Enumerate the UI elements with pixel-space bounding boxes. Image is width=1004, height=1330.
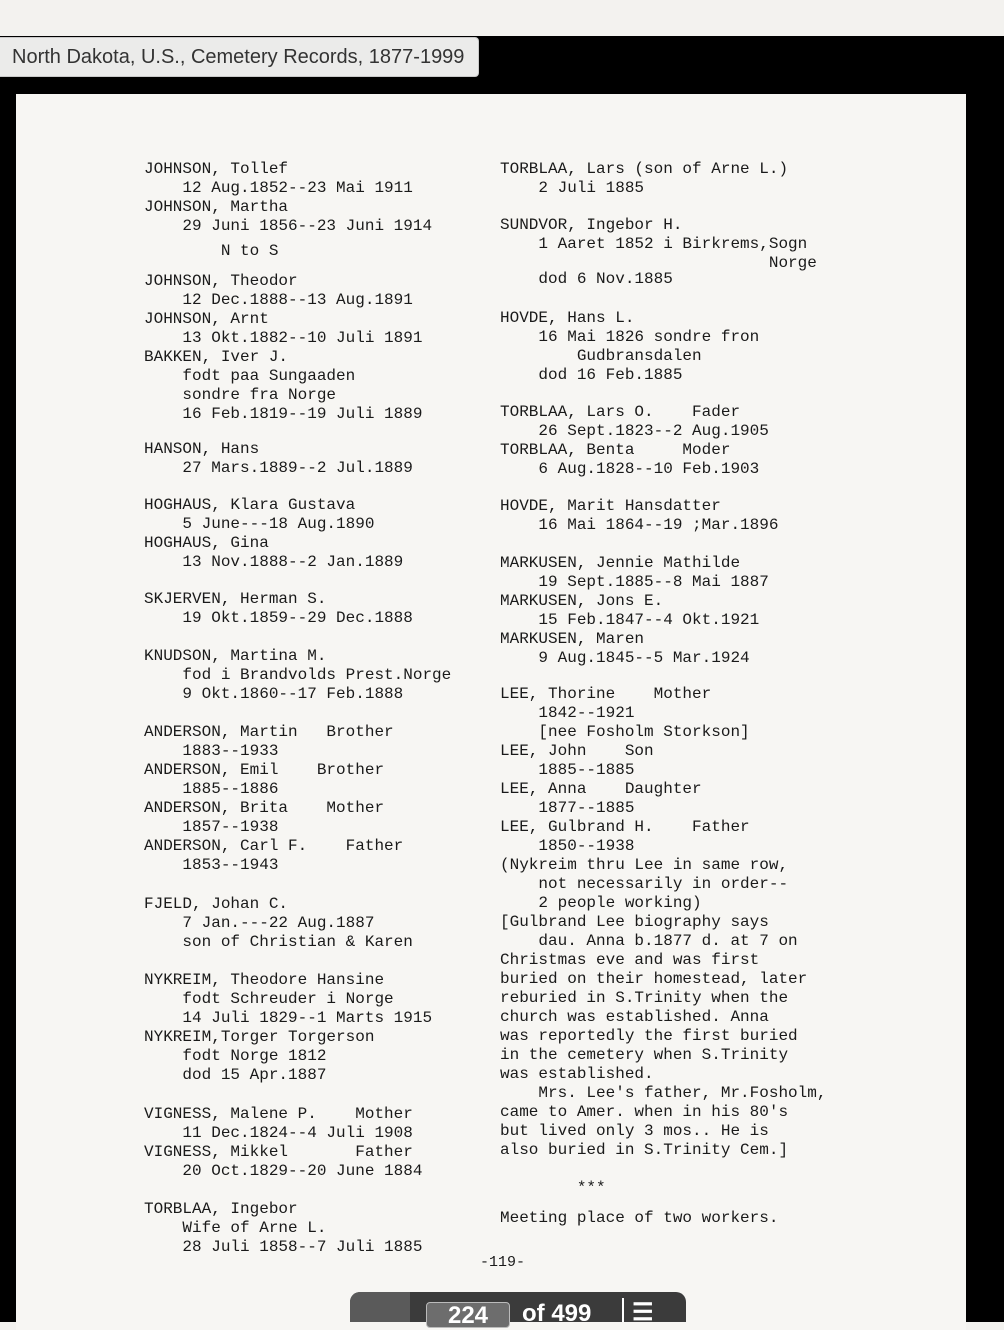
- left-column-line: 27 Mars.1889--2 Jul.1889: [144, 459, 413, 477]
- right-column-line: but lived only 3 mos.. He is: [500, 1122, 769, 1140]
- left-column-line: 12 Dec.1888--13 Aug.1891: [144, 291, 413, 309]
- left-column-line: Wife of Arne L.: [144, 1219, 327, 1237]
- pager-divider: [622, 1298, 624, 1322]
- page-navigator: [350, 1292, 686, 1329]
- right-column-line: 15 Feb.1847--4 Okt.1921: [500, 611, 760, 629]
- right-column-line: TORBLAA, Lars (son of Arne L.): [500, 160, 789, 178]
- right-column-line: TORBLAA, Lars O. Fader: [500, 403, 741, 421]
- right-column-line: Norge: [500, 254, 817, 272]
- page-number-input[interactable]: 224: [426, 1302, 510, 1328]
- right-column-line: reburied in S.Trinity when the: [500, 989, 789, 1007]
- left-column-line: 16 Feb.1819--19 Juli 1889: [144, 405, 423, 423]
- collection-title: North Dakota, U.S., Cemetery Records, 1877-1999: [0, 37, 479, 77]
- thumbnails-menu-icon[interactable]: ☰: [632, 1299, 654, 1326]
- right-column-line: dod 6 Nov.1885: [500, 270, 673, 288]
- left-column-line: 1885--1886: [144, 780, 279, 798]
- right-column-line: 1850--1938: [500, 837, 635, 855]
- right-column-line: LEE, Thorine Mother: [500, 685, 712, 703]
- left-column-line: 29 Juni 1856--23 Juni 1914: [144, 217, 433, 235]
- document-scan: [16, 94, 966, 1330]
- left-column-line: dod 15 Apr.1887: [144, 1066, 327, 1084]
- right-column-line: MARKUSEN, Jons E.: [500, 592, 664, 610]
- left-column-line: JOHNSON, Martha: [144, 198, 289, 216]
- right-column-line: 9 Aug.1845--5 Mar.1924: [500, 649, 750, 667]
- right-column-line: buried on their homestead, later: [500, 970, 808, 988]
- left-column-line: HOGHAUS, Gina: [144, 534, 269, 552]
- left-column-line: JOHNSON, Arnt: [144, 310, 269, 328]
- right-column-line: LEE, John Son: [500, 742, 654, 760]
- left-column-line: ANDERSON, Carl F. Father: [144, 837, 404, 855]
- left-column-line: ANDERSON, Brita Mother: [144, 799, 385, 817]
- right-column-line: 2 Juli 1885: [500, 179, 645, 197]
- right-column-line: TORBLAA, Benta Moder: [500, 441, 731, 459]
- left-column-line: N to S: [144, 242, 279, 260]
- left-column-line: 5 June---18 Aug.1890: [144, 515, 375, 533]
- left-column-line: VIGNESS, Mikkel Father: [144, 1143, 413, 1161]
- right-column-line: Mrs. Lee's father, Mr.Fosholm,: [500, 1084, 827, 1102]
- right-column-line: Christmas eve and was first: [500, 951, 760, 969]
- right-column-line: came to Amer. when in his 80's: [500, 1103, 789, 1121]
- right-column-line: LEE, Anna Daughter: [500, 780, 702, 798]
- left-column-line: 28 Juli 1858--7 Juli 1885: [144, 1238, 423, 1256]
- left-column-line: KNUDSON, Martina M.: [144, 647, 327, 665]
- left-column-line: 19 Okt.1859--29 Dec.1888: [144, 609, 413, 627]
- left-column-line: 9 Okt.1860--17 Feb.1888: [144, 685, 404, 703]
- right-column-line: 1 Aaret 1852 i Birkrems,Sogn: [500, 235, 808, 253]
- left-column-line: BAKKEN, Iver J.: [144, 348, 289, 366]
- left-column-line: VIGNESS, Malene P. Mother: [144, 1105, 413, 1123]
- right-column-line: [nee Fosholm Storkson]: [500, 723, 750, 741]
- right-column-line: not necessarily in order--: [500, 875, 789, 893]
- right-column-line: 26 Sept.1823--2 Aug.1905: [500, 422, 769, 440]
- left-column-line: 14 Juli 1829--1 Marts 1915: [144, 1009, 433, 1027]
- left-column-line: ANDERSON, Martin Brother: [144, 723, 394, 741]
- left-column-line: fod i Brandvolds Prest.Norge: [144, 666, 452, 684]
- right-column-line: dod 16 Feb.1885: [500, 366, 683, 384]
- left-column-line: fodt Schreuder i Norge: [144, 990, 394, 1008]
- left-column-line: TORBLAA, Ingebor: [144, 1200, 298, 1218]
- left-column-line: FJELD, Johan C.: [144, 895, 289, 913]
- right-column-line: SUNDVOR, Ingebor H.: [500, 216, 683, 234]
- page-total-label: of 499: [522, 1300, 592, 1327]
- left-column-line: 1883--1933: [144, 742, 279, 760]
- left-column-line: HANSON, Hans: [144, 440, 260, 458]
- right-column-line: Meeting place of two workers.: [500, 1209, 779, 1227]
- right-column-line: 2 people working): [500, 894, 702, 912]
- left-column-line: fodt Norge 1812: [144, 1047, 327, 1065]
- right-column-line: was reportedly the first buried: [500, 1027, 798, 1045]
- left-column-line: 13 Okt.1882--10 Juli 1891: [144, 329, 423, 347]
- page-number: -119-: [480, 1254, 526, 1271]
- left-column-line: fodt paa Sungaaden: [144, 367, 356, 385]
- left-column-line: 13 Nov.1888--2 Jan.1889: [144, 553, 404, 571]
- pager-prev-area[interactable]: [350, 1292, 410, 1322]
- left-column-line: NYKREIM,Torger Torgerson: [144, 1028, 375, 1046]
- left-column-line: JOHNSON, Tollef: [144, 160, 289, 178]
- right-column-line: 1842--1921: [500, 704, 635, 722]
- left-column-line: NYKREIM, Theodore Hansine: [144, 971, 385, 989]
- right-column-line: church was established. Anna: [500, 1008, 769, 1026]
- left-column-line: 12 Aug.1852--23 Mai 1911: [144, 179, 413, 197]
- right-column-line: also buried in S.Trinity Cem.]: [500, 1141, 789, 1159]
- left-column-line: sondre fra Norge: [144, 386, 337, 404]
- left-column-line: 1857--1938: [144, 818, 279, 836]
- image-viewer[interactable]: [0, 36, 1004, 1322]
- right-column-line: 1877--1885: [500, 799, 635, 817]
- left-column-line: son of Christian & Karen: [144, 933, 413, 951]
- left-column-line: 1853--1943: [144, 856, 279, 874]
- right-column-line: MARKUSEN, Maren: [500, 630, 645, 648]
- right-column-line: HOVDE, Marit Hansdatter: [500, 497, 721, 515]
- left-column-line: 7 Jan.---22 Aug.1887: [144, 914, 375, 932]
- left-column-line: SKJERVEN, Herman S.: [144, 590, 327, 608]
- right-column-line: was established.: [500, 1065, 654, 1083]
- right-column-line: HOVDE, Hans L.: [500, 309, 635, 327]
- right-column-line: 16 Mai 1864--19 ;Mar.1896: [500, 516, 779, 534]
- right-column-line: 1885--1885: [500, 761, 635, 779]
- right-column-line: (Nykreim thru Lee in same row,: [500, 856, 789, 874]
- left-column-line: JOHNSON, Theodor: [144, 272, 298, 290]
- right-column-line: 16 Mai 1826 sondre fron: [500, 328, 760, 346]
- left-column-line: HOGHAUS, Klara Gustava: [144, 496, 356, 514]
- right-column-line: Gudbransdalen: [500, 347, 702, 365]
- left-column-line: 11 Dec.1824--4 Juli 1908: [144, 1124, 413, 1142]
- left-column-line: ANDERSON, Emil Brother: [144, 761, 385, 779]
- right-column-line: dau. Anna b.1877 d. at 7 on: [500, 932, 798, 950]
- right-column-line: 19 Sept.1885--8 Mai 1887: [500, 573, 769, 591]
- right-column-line: in the cemetery when S.Trinity: [500, 1046, 789, 1064]
- right-column-line: [Gulbrand Lee biography says: [500, 913, 769, 931]
- right-column-line: ***: [500, 1179, 606, 1197]
- left-column-line: 20 Oct.1829--20 June 1884: [144, 1162, 423, 1180]
- right-column-line: LEE, Gulbrand H. Father: [500, 818, 750, 836]
- right-column-line: MARKUSEN, Jennie Mathilde: [500, 554, 741, 572]
- right-column-line: 6 Aug.1828--10 Feb.1903: [500, 460, 760, 478]
